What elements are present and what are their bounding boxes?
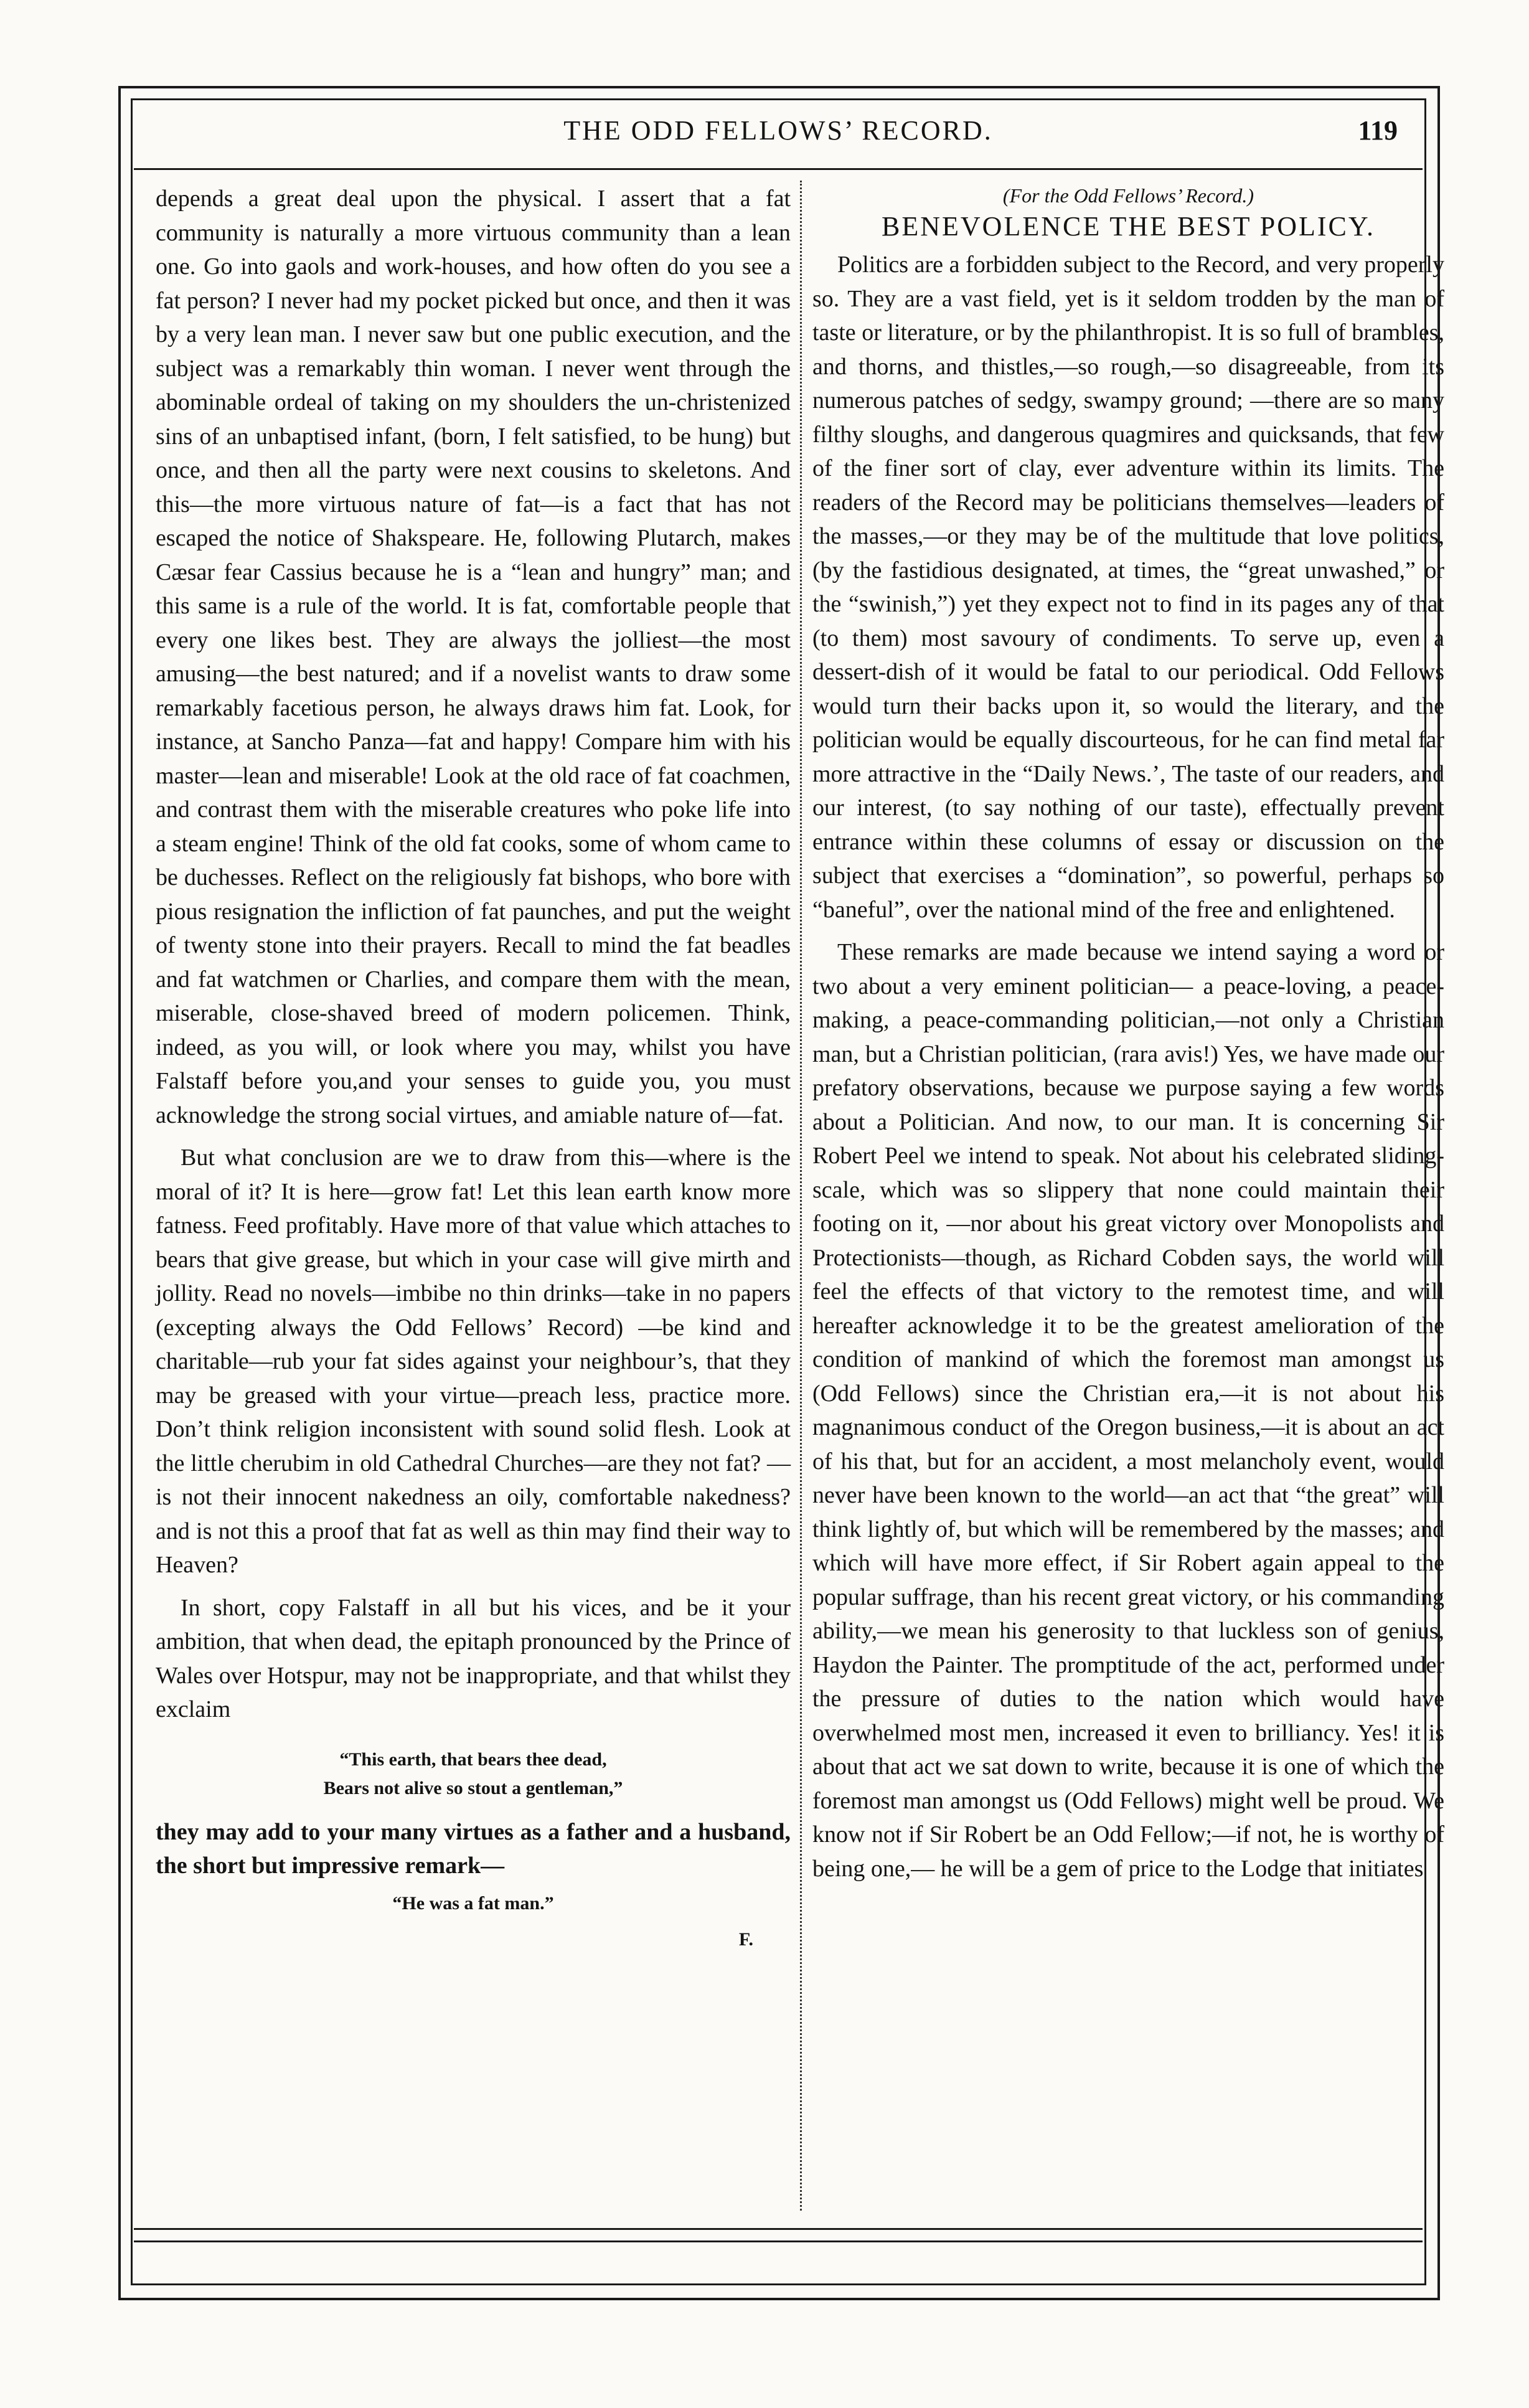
right-column	[812, 182, 1444, 1886]
closing-paragraph: they may add to your many virtues as a father and a husband, the short but impressive remark—	[156, 1818, 791, 1879]
left-column	[156, 182, 791, 1957]
quote-line: Bears not alive so stout a gentleman,”	[323, 1777, 623, 1798]
paragraph: Politics are a forbidden subject to the Record, and very properly so. They are a vast field, yet is it seldom trodden by the man of taste or literature, or by the philanthropist. It is so full of brambles, and thorns, and thistles,—so rough,—so disagreeable, from its numerous patches of sedgy, swampy ground; —there are so many filthy sloughs, and dangerous quagmires and quicksands, that few of the finer sort of clay, ever adventure within its limits. The readers of the Record may be politicians themselves—leaders of the masses,—or they may be of the multitude that love politics, (by the fastidious designated, at times, the “great unwashed,” or the “swinish,”) yet they expect not to find in its pages any of that (to them) most savoury of condiments. To serve up, even a dessert-dish of it would be fatal to our periodical. Odd Fellows would turn their backs upon it, so would the literary, and the politician would be equally discourteous, for he can find metal far more attractive in the “Daily News.’, The taste of our readers, and our interest, (to say nothing of our taste), effectually prevent entrance within these columns of essay or discussion on the subject that exercises a “domination”, so powerful, perhaps so “baneful”, over the national mind of the free and enlightened.	[812, 252, 1444, 923]
running-header	[134, 106, 1423, 170]
footer-rule	[134, 2240, 1423, 2242]
page-number: 119	[1358, 115, 1398, 146]
paragraph: In short, copy Falstaff in all but his vices, and be it your ambition, that when dead, the epitaph pronounced by the Prince of Wales over Hotspur, may not be inappropriate, and that whilst they exclaim	[156, 1594, 791, 1722]
paragraph: But what conclusion are we to draw from this—where is the moral of it? It is here—grow fat! Let this lean earth know more fatness. Feed profitably. Have more of that value which attaches to bears that give grease, but which in your case will give mirth and jollity. Read no novels—imbibe no thin drinks—take in no papers (excepting always the Odd Fellows’ Record) —be kind and charitable—rub your fat sides against your neighbour’s, that they may be greased with your virtue—preach less, practice more. Don’t think religion inconsistent with sound solid flesh. Look at the little cherubim in old Cathedral Churches—are they not fat? —is not their innocent nakedness an oily, comfortable nakedness? and is not this a proof that fat as well as thin may find their way to Heaven?	[156, 1145, 791, 1578]
final-quote: “He was a fat man.”	[392, 1892, 554, 1914]
paragraph: depends a great deal upon the physical. I assert that a fat community is naturally a more virtuous community than a lean one. Go into gaols and work-houses, and how often do you see a fat person? I never had my pocket picked but once, and then it was by a very lean man. I never saw but one public execution, and the subject was a remarkably thin woman. I never went through the abominable ordeal of taking on my shoulders the un-christenized sins of an unbaptised infant, (born, I felt satisfied, to be hung) but once, and then all the party were next cousins to skeletons. And this—the more virtuous nature of fat—is a fact that has not escaped the notice of Shakspeare. He, following Plutarch, makes Cæsar fear Cassius because he is a “lean and hungry” man; and this same is a rule of the world. It is fat, comfortable people that every one likes best. They are always the jolliest—the most amusing—the best natured; and if a novelist wants to draw some remarkably facetious person, he always draws him fat. Look, for instance, at Sancho Panza—fat and happy! Compare him with his master—lean and miserable! Look at the old race of fat coachmen, and contrast them with the miserable creatures who poke life into a steam engine! Think of the old fat cooks, some of whom came to be duchesses. Reflect on the religiously fat bishops, who bore with pious resignation the infliction of fat paunches, and put the weight of twenty stone into their prayers. Recall to mind the fat beadles and fat watchmen or Charlies, and compare them with the mean, miserable, close-shaved breed of modern policemen. Think, indeed, as you will, or look where you may, whilst you have Falstaff before you,and your senses to guide you, you must acknowledge the strong social virtues, and amiable nature of—fat.	[156, 186, 791, 1128]
column-divider	[800, 181, 803, 2211]
verse-quote	[156, 1745, 791, 1803]
publication-title: THE ODD FELLOWS’ RECORD.	[563, 115, 993, 146]
quote-line: “This earth, that bears thee dead,	[339, 1749, 607, 1770]
article-title: BENEVOLENCE THE BEST POLICY.	[882, 211, 1375, 242]
paragraph: These remarks are made because we intend saying a word or two about a very eminent politician— a peace-loving, a peace-making, a peace-commanding politician,—not only a Christian man, but a Christian politician, (rara avis!) Yes, we have made our prefatory observations, because we purpose saying a few words about a Politician. And now, to our man. It is concerning Sir Robert Peel we intend to speak. Not about his celebrated sliding-scale, which was so slippery that none could maintain their footing on it, —nor about his great victory over Monopolists and Protectionists—though, as Richard Cobden says, the world will feel the effects of that victory to the remotest time, and will hereafter acknowledge it to be the greatest amelioration of the condition of mankind of which the foremost man amongst us (Odd Fellows) since the Christian era,—it is not about his magnanimous conduct of the Oregon business,—it is about an act of his that, but for an accident, a most melancholy event, would never have been known to the world—an act that “the great” will think lightly of, but which will be remembered by the masses; and which will have more effect, if Sir Robert again appeal to the popular suffrage, than his recent great victory, or his commanding ability,—we mean his generosity to that luckless son of genius, Haydon the Painter. The promptitude of the act, performed under the pressure of duties to the nation which would have overwhelmed most men, increased it even to brilliancy. Yes! it is about that act we sat down to write, because it is one of which the foremost man amongst us (Odd Fellows) might well be proud. We know not if Sir Robert be an Odd Fellow;—if not, he is worthy of being one,— he will be a gem of price to the Lodge that initiates	[812, 939, 1444, 1882]
author-signature: F.	[738, 1929, 753, 1950]
source-note: (For the Odd Fellows’ Record.)	[1002, 184, 1254, 207]
footer-rule	[134, 2228, 1423, 2230]
